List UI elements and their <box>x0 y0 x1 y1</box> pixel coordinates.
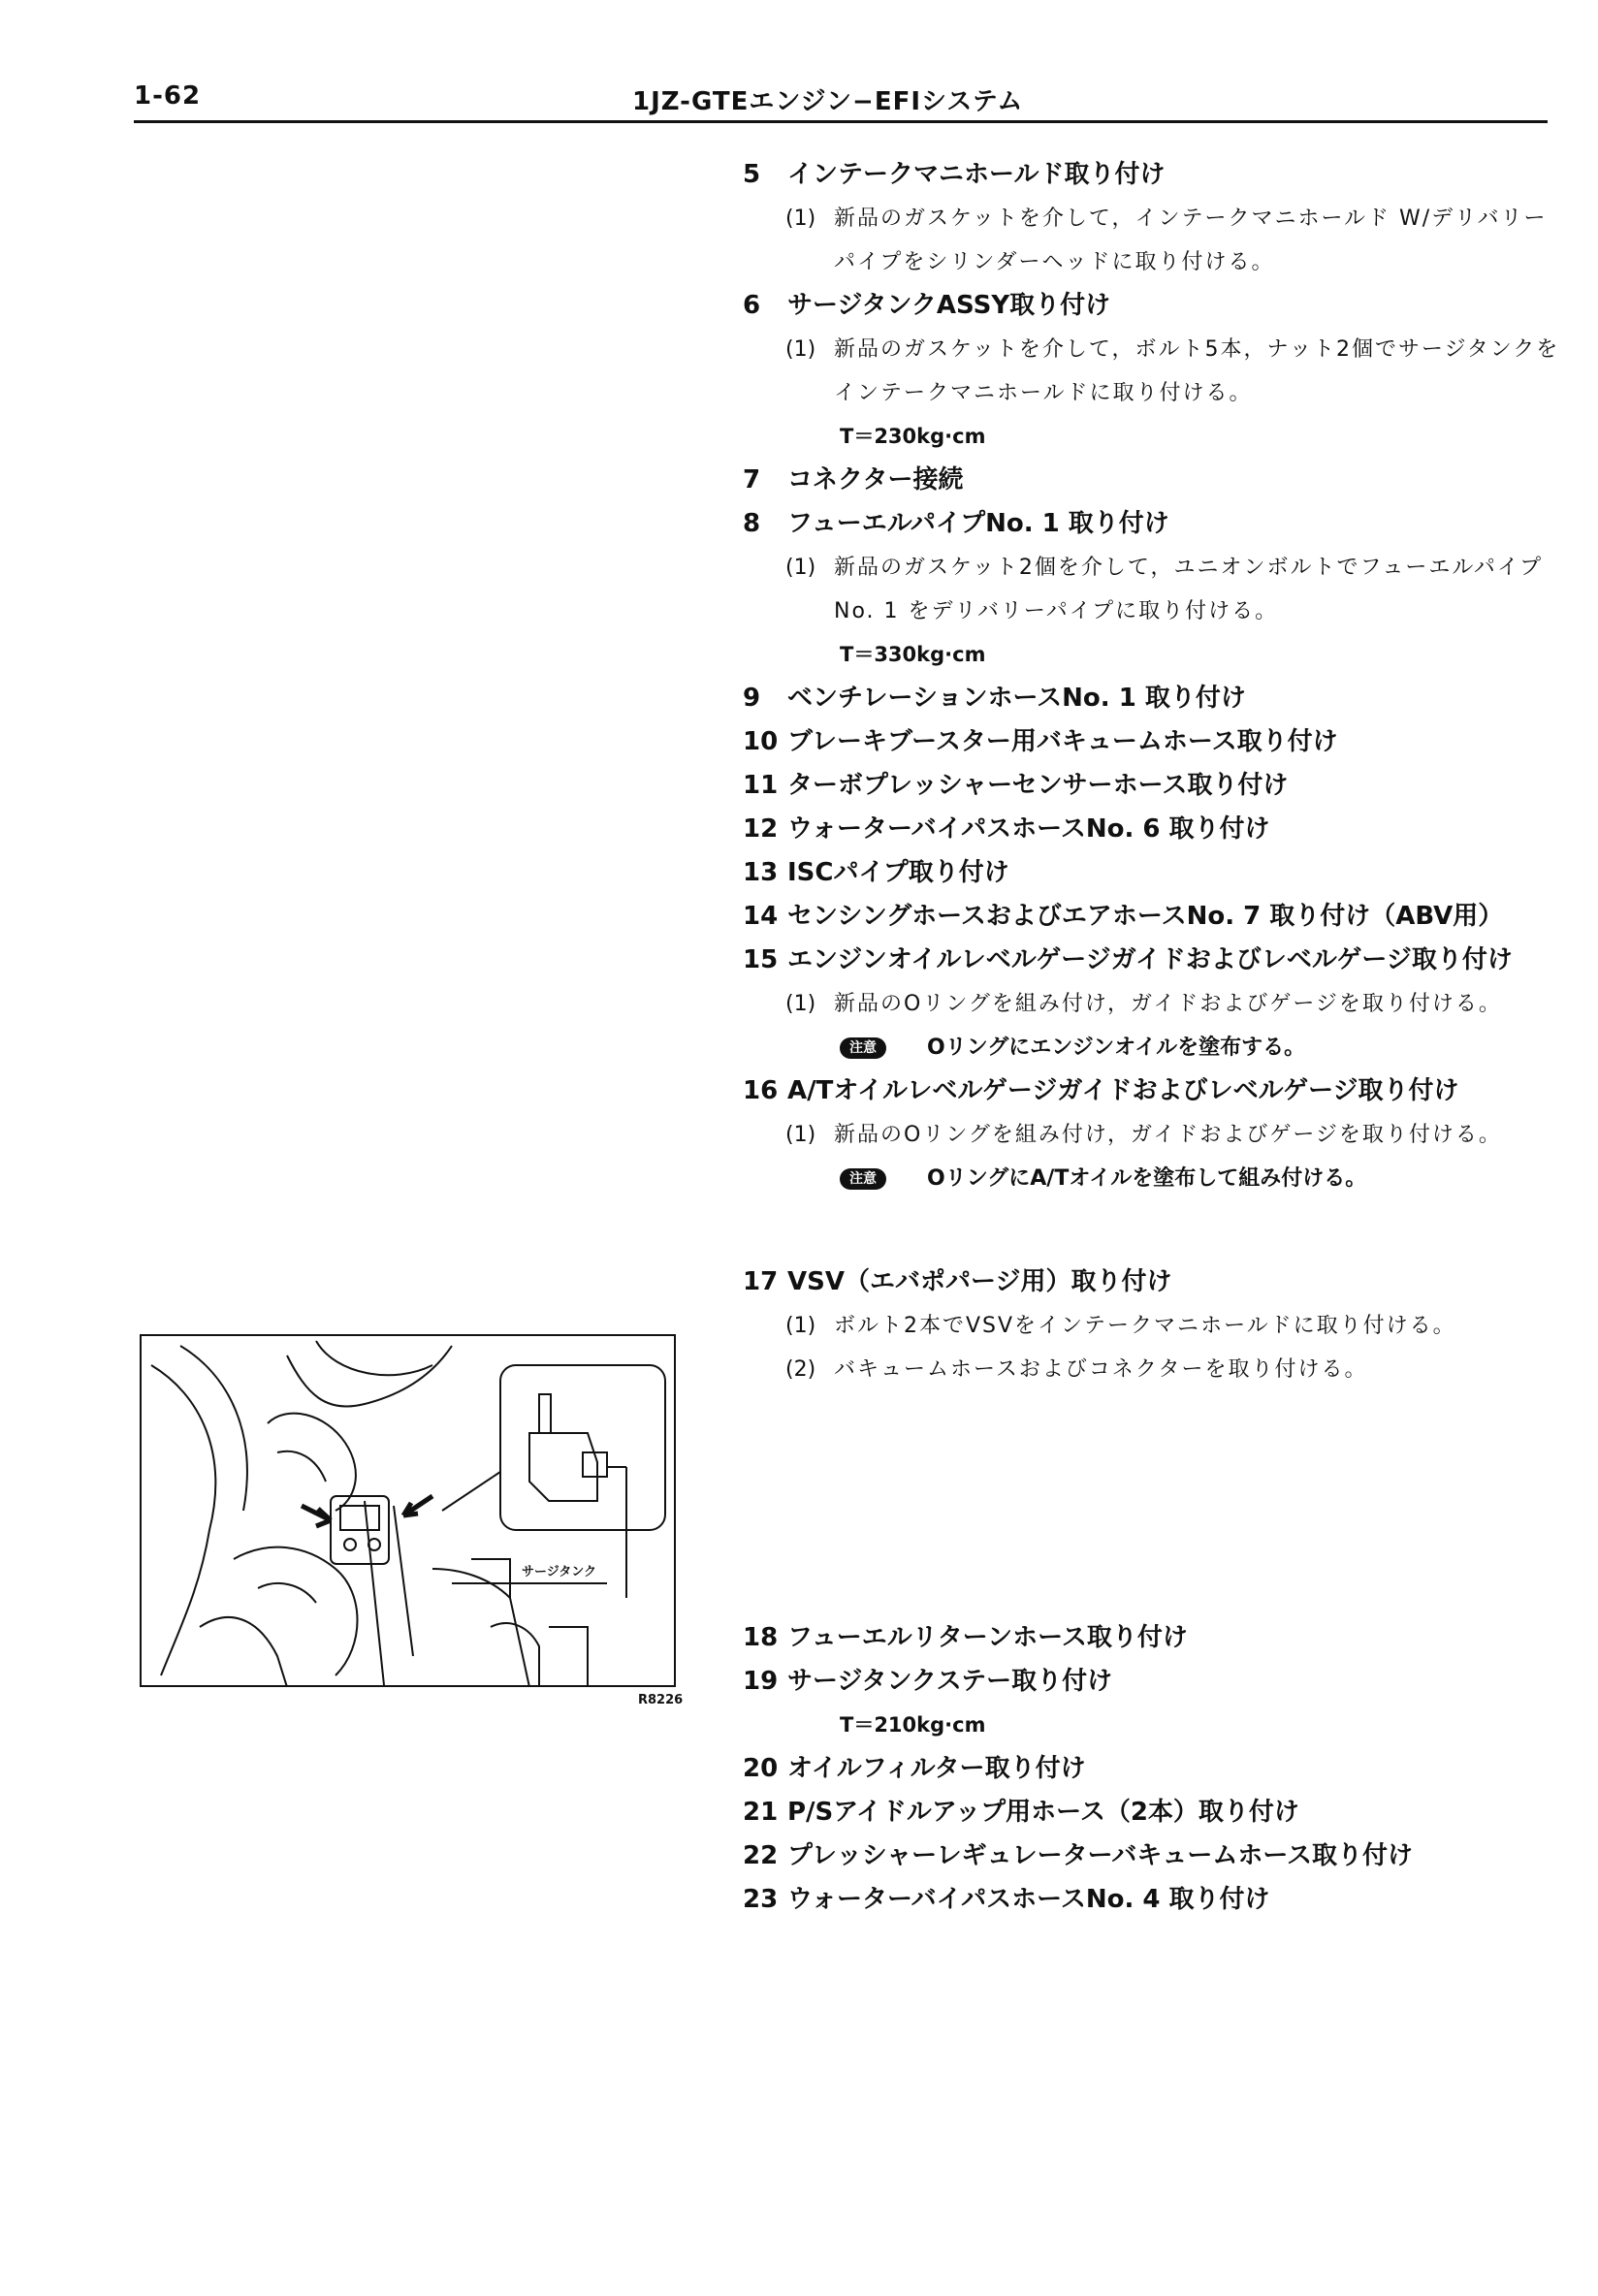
step-title: ブレーキブースター用バキュームホース取り付け <box>787 727 1338 756</box>
substep <box>785 1113 1567 1157</box>
substep-number: (1) <box>785 992 816 1016</box>
step-number: 11 <box>743 771 779 800</box>
step-number: 18 <box>743 1623 779 1652</box>
substep-text: ボルト2本でVSVをインテークマニホールドに取り付ける。 <box>834 1314 1456 1338</box>
vsv-installation-figure <box>140 1334 676 1687</box>
caution-badge: 注意 <box>840 1168 886 1190</box>
torque-spec: T＝210kg·cm <box>840 1713 986 1737</box>
step-title: ウォーターバイパスホースNo. 6 取り付け <box>787 814 1270 844</box>
substep-number: (2) <box>785 1357 816 1382</box>
step-12 <box>743 808 1567 851</box>
step-21 <box>743 1791 1567 1834</box>
torque-spec: T＝230kg·cm <box>840 425 986 448</box>
step-title: ターボプレッシャーセンサーホース取り付け <box>787 771 1289 800</box>
caution-text: OリングにA/Tオイルを塗布して組み付ける。 <box>927 1166 1367 1191</box>
step-19 <box>743 1660 1567 1704</box>
step-title: サージタンクASSY取り付け <box>787 291 1111 320</box>
step-7 <box>743 459 1567 502</box>
callout-label: サージタンク <box>522 1565 596 1579</box>
step-11 <box>743 764 1567 808</box>
step-number: 7 <box>743 465 761 494</box>
page-title: 1JZ-GTEエンジン−EFIシステム <box>632 87 1024 116</box>
substep-text: 新品のガスケット2個を介して，ユニオンボルトでフューエルパイプNo. 1 をデリバリーパイプに取り付ける。 <box>834 556 1544 623</box>
step-number: 15 <box>743 945 779 974</box>
step-title: コネクター接続 <box>787 465 964 494</box>
substep-text: バキュームホースおよびコネクターを取り付ける。 <box>834 1357 1368 1382</box>
step-14 <box>743 895 1567 939</box>
step-title: VSV（エバポパージ用）取り付け <box>787 1267 1172 1296</box>
step-title: P/Sアイドルアップ用ホース（2本）取り付け <box>787 1798 1299 1827</box>
substep-text: 新品のOリングを組み付け，ガイドおよびゲージを取り付ける。 <box>834 992 1502 1016</box>
step-title: オイルフィルター取り付け <box>787 1754 1086 1783</box>
substep <box>785 328 1567 415</box>
step-8 <box>743 502 1567 546</box>
step-22 <box>743 1834 1567 1878</box>
step-15 <box>743 939 1567 982</box>
step-number: 8 <box>743 509 761 538</box>
step-18 <box>743 1616 1567 1660</box>
step-17 <box>743 1260 1567 1304</box>
page-number: 1-62 <box>134 81 202 111</box>
substep <box>785 1304 1567 1348</box>
step-title: エンジンオイルレベルゲージガイドおよびレベルゲージ取り付け <box>787 945 1513 974</box>
step-23 <box>743 1878 1567 1922</box>
substep <box>785 982 1567 1026</box>
spacer <box>743 1200 1567 1260</box>
substep-number: (1) <box>785 556 816 580</box>
substep <box>785 197 1567 284</box>
step-number: 13 <box>743 858 779 887</box>
step-number: 9 <box>743 684 761 713</box>
step-title: プレッシャーレギュレーターバキュームホース取り付け <box>787 1841 1414 1870</box>
engine-line-drawing <box>142 1336 676 1687</box>
step-title: ベンチレーションホースNo. 1 取り付け <box>787 684 1246 713</box>
step-13 <box>743 851 1567 895</box>
figure-code: R8226 <box>638 1693 684 1707</box>
torque-spec: T＝330kg·cm <box>840 643 986 666</box>
step-number: 22 <box>743 1841 779 1870</box>
caution-text: Oリングにエンジンオイルを塗布する。 <box>927 1036 1306 1060</box>
step-number: 5 <box>743 160 761 189</box>
step-number: 16 <box>743 1076 779 1105</box>
step-9 <box>743 677 1567 720</box>
step-number: 19 <box>743 1667 779 1696</box>
spacer <box>743 1391 1567 1616</box>
substep-number: (1) <box>785 207 816 231</box>
caution-note <box>840 1157 1567 1200</box>
step-title: フューエルパイプNo. 1 取り付け <box>787 509 1169 538</box>
step-16 <box>743 1069 1567 1113</box>
substep-number: (1) <box>785 1123 816 1147</box>
step-number: 17 <box>743 1267 779 1296</box>
procedure-list <box>743 153 1567 1922</box>
caution-note <box>840 1026 1567 1069</box>
step-20 <box>743 1747 1567 1791</box>
header-rule <box>134 120 1548 123</box>
step-10 <box>743 720 1567 764</box>
step-number: 23 <box>743 1885 779 1914</box>
substep <box>785 546 1567 633</box>
step-number: 12 <box>743 814 779 844</box>
substep <box>785 1348 1567 1391</box>
step-5 <box>743 153 1567 197</box>
step-number: 21 <box>743 1798 779 1827</box>
step-number: 6 <box>743 291 761 320</box>
substep-text: 新品のガスケットを介して，インテークマニホールド W/デリバリーパイプをシリンダーヘッドに取り付ける。 <box>834 207 1548 274</box>
step-title: センシングホースおよびエアホースNo. 7 取り付け（ABV用） <box>787 902 1504 931</box>
substep-text: 新品のOリングを組み付け，ガイドおよびゲージを取り付ける。 <box>834 1123 1502 1147</box>
step-number: 10 <box>743 727 779 756</box>
step-title: A/Tオイルレベルゲージガイドおよびレベルゲージ取り付け <box>787 1076 1459 1105</box>
caution-badge: 注意 <box>840 1037 886 1059</box>
step-title: フューエルリターンホース取り付け <box>787 1623 1188 1652</box>
substep-number: (1) <box>785 337 816 362</box>
step-number: 14 <box>743 902 779 931</box>
step-6 <box>743 284 1567 328</box>
step-title: サージタンクステー取り付け <box>787 1667 1113 1696</box>
step-title: ISCパイプ取り付け <box>787 858 1009 887</box>
substep-text: 新品のガスケットを介して，ボルト5本，ナット2個でサージタンクをインテークマニホールドに取り付ける。 <box>834 337 1560 405</box>
step-number: 20 <box>743 1754 779 1783</box>
substep-number: (1) <box>785 1314 816 1338</box>
step-title: インテークマニホールド取り付け <box>787 160 1166 189</box>
step-title: ウォーターバイパスホースNo. 4 取り付け <box>787 1885 1270 1914</box>
